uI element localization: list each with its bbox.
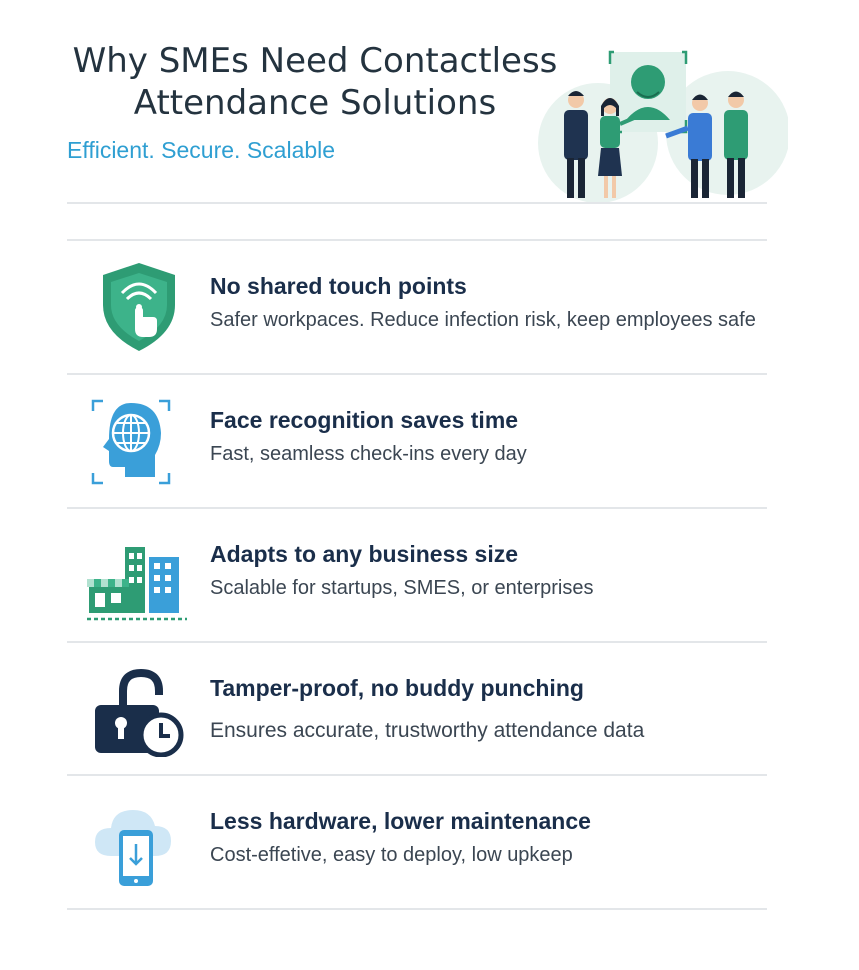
touchless-shield-icon	[85, 259, 193, 355]
feature-title: Tamper-proof, no buddy punching	[210, 675, 584, 701]
team-face-scan-illustration	[538, 48, 788, 208]
feature-description: Cost-effetive, easy to deploy, low upkeep	[210, 844, 573, 866]
feature-item	[0, 509, 859, 641]
feature-title: Less hardware, lower maintenance	[210, 808, 591, 834]
title-line-1: Why SMEs Need Contactless	[72, 41, 558, 81]
feature-description: Fast, seamless check-ins every day	[210, 443, 527, 465]
feature-title: Face recognition saves time	[210, 407, 519, 433]
feature-item	[0, 643, 859, 775]
padlock-clock-icon	[85, 661, 193, 757]
cloud-phone-icon	[85, 794, 193, 890]
feature-item	[0, 776, 859, 908]
page-title	[40, 40, 590, 124]
subtitle: Efficient. Secure. Scalable	[67, 137, 336, 163]
feature-title: Adapts to any business size	[210, 541, 519, 567]
feature-description: Safer workpaces. Reduce infection risk, keep employees safe	[210, 309, 756, 331]
feature-item	[0, 375, 859, 507]
title-line-2: Attendance Solutions	[133, 83, 497, 123]
header	[0, 0, 859, 215]
feature-title: No shared touch points	[210, 273, 467, 299]
feature-item	[0, 241, 859, 373]
face-scan-icon	[85, 393, 193, 489]
buildings-icon	[85, 527, 193, 623]
divider	[67, 202, 767, 204]
divider	[67, 908, 767, 910]
feature-description: Ensures accurate, trustworthy attendance data	[210, 719, 645, 742]
feature-description: Scalable for startups, SMES, or enterprises	[210, 577, 594, 599]
